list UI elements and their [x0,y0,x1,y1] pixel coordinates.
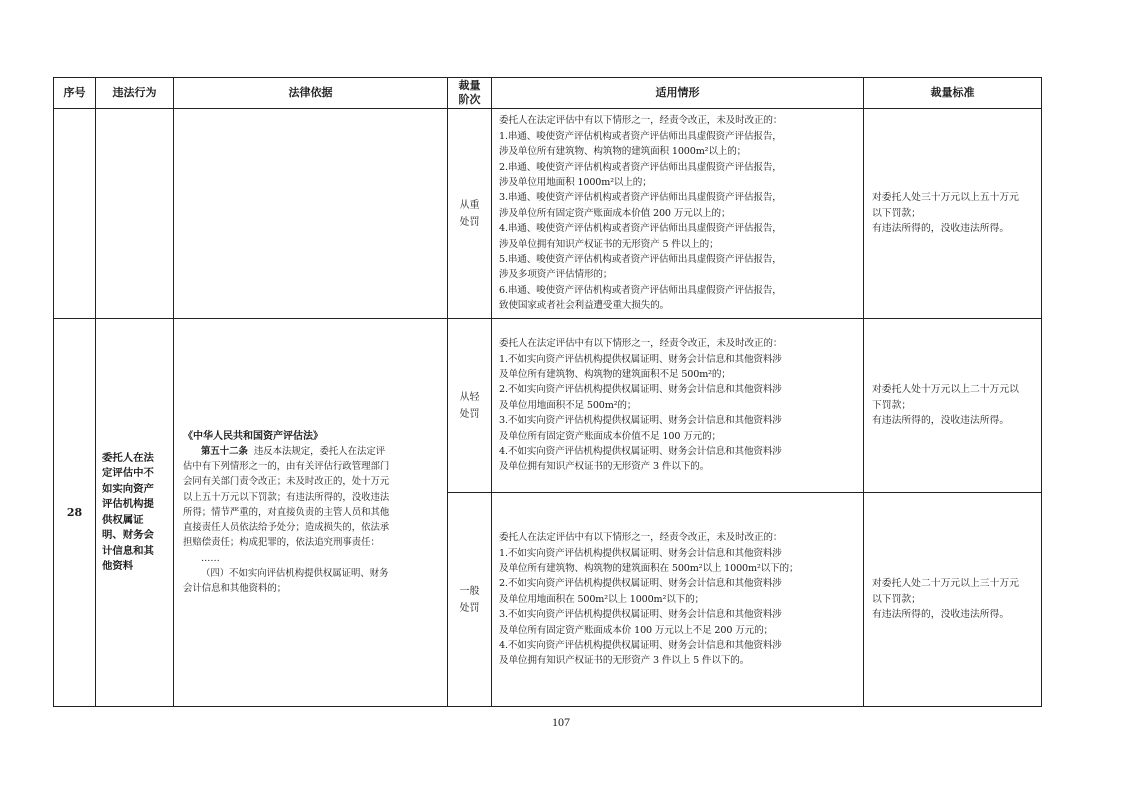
header-level-text: 裁量阶次 [458,79,481,106]
situation-line: 2.串通、唆使资产评估机构或者资产评估师出具虚假资产评估报告， [499,161,782,173]
standard-line: 下罚款； [872,399,912,411]
level-severe-line: 从重 [459,199,480,211]
level-light-line: 从轻 [459,391,480,403]
violation-line: 计信息和其 [102,544,154,557]
standard-line: 有违法所得的，没收违法所得。 [872,415,1010,427]
situation-line: 及单位拥有知识产权证书的无形资产 3 件以下的。 [499,461,710,473]
standard-line: 以下罚款； [872,207,921,219]
situation-line: 涉及单位所有固定资产账面成本价值 200 万元以上的； [499,207,731,219]
level-light [448,319,492,493]
level-light-line: 处罚 [459,408,480,420]
standard-line: 对委托人处二十万元以上三十万元 [872,578,1019,590]
cell-seq-empty [54,109,96,319]
situation-line: 涉及单位所有建筑物、构筑物的建筑面积 1000m²以上的； [499,146,747,158]
standard-light [864,319,1042,493]
standard-line: 有违法所得的，没收违法所得。 [872,609,1010,621]
table-header-row [54,78,1042,109]
law-title: 《中华人民共和国资产评估法》 [183,430,323,442]
level-general [448,493,492,707]
header-violation: 违法行为 [96,78,174,109]
table-row-severe [54,109,1042,319]
header-situation: 适用情形 [492,78,864,109]
level-severe-line: 处罚 [459,216,480,228]
violation-line: 明、财务会 [102,529,154,541]
law-item-line: （四）不如实向评估机构提供权属证明、财务 [201,567,389,579]
law-article-line [183,444,442,459]
standard-line: 对委托人处十万元以上二十万元以 [872,384,1019,396]
situation-line: 4.不如实向资产评估机构提供权属证明、财务会计信息和其他资料涉 [499,446,782,458]
table-row-light [54,319,1042,493]
situation-line: 及单位所有固定资产账面成本价 100 万元以上不足 200 万元的； [499,624,773,636]
violation-line: 评估机构提 [102,498,154,510]
law-body-line: 担赔偿责任；构成犯罪的，依法追究刑事责任： [183,537,380,549]
situation-line: 3.不如实向资产评估机构提供权属证明、财务会计信息和其他资料涉 [499,609,782,621]
situation-line: 6.串通、唆使资产评估机构或者资产评估师出具虚假资产评估报告， [499,284,782,296]
cell-violation-empty [96,109,174,319]
situation-line: 及单位用地面积在 500m²以上 1000m²以下的； [499,593,704,605]
situation-line: 1.不如实向资产评估机构提供权属证明、财务会计信息和其他资料涉 [499,353,782,365]
situation-line: 及单位所有建筑物、构筑物的建筑面积在 500m²以上 1000m²以下的； [499,562,799,574]
situation-line: 委托人在法定评估中有以下情形之一，经责令改正，未及时改正的： [499,115,783,127]
header-standard: 裁量标准 [864,78,1042,109]
situation-line: 2.不如实向资产评估机构提供权属证明、财务会计信息和其他资料涉 [499,384,782,396]
situation-line: 及单位所有固定资产账面成本价值不足 100 万元的； [499,430,721,442]
situation-line: 4.串通、唆使资产评估机构或者资产评估师出具虚假资产评估报告， [499,223,782,235]
header-level [448,78,492,109]
page-number: 107 [552,715,570,729]
law-body-line: 估中有下列情形之一的，由有关评估行政管理部门 [183,461,390,473]
situation-line: 1.不如实向资产评估机构提供权属证明、财务会计信息和其他资料涉 [499,547,782,559]
standard-severe [864,109,1042,319]
law-body-line: 所得；情节严重的，对直接负责的主管人员和其他 [183,506,390,518]
level-general-line: 一般 [459,585,480,597]
situation-line: 涉及单位拥有知识产权证书的无形资产 5 件以上的； [499,238,719,250]
violation-description [96,319,174,707]
law-body-line: 违反本法规定，委托人在法定评 [253,446,386,458]
situation-line: 5.串通、唆使资产评估机构或者资产评估师出具虚假资产评估报告， [499,254,782,266]
violation-line: 供权属证 [102,513,144,526]
level-severe [448,109,492,319]
header-seq: 序号 [54,78,96,109]
situation-line: 委托人在法定评估中有以下情形之一，经责令改正，未及时改正的： [499,532,783,544]
law-body-line: 以上五十万元以下罚款；有违法所得的，没收违法 [183,491,390,503]
situation-line: 4.不如实向资产评估机构提供权属证明、财务会计信息和其他资料涉 [499,640,782,652]
situation-light [492,319,864,493]
cell-law-empty [174,109,448,319]
situation-line: 1.串通、唆使资产评估机构或者资产评估师出具虚假资产评估报告， [499,130,782,142]
law-item-line: 会计信息和其他资料的； [183,582,287,594]
situation-line: 3.不如实向资产评估机构提供权属证明、财务会计信息和其他资料涉 [499,415,782,427]
law-article-number: 第五十二条 [201,446,248,458]
row-number: 28 [54,319,96,707]
level-general-line: 处罚 [459,602,480,614]
situation-general [492,493,864,707]
situation-line: 及单位所有建筑物、构筑物的建筑面积不足 500m²的； [499,368,731,380]
situation-line: 委托人在法定评估中有以下情形之一，经责令改正，未及时改正的： [499,338,783,350]
situation-severe [492,109,864,319]
violation-line: 如实向资产 [102,482,154,495]
situation-line: 及单位用地面积不足 500m²的； [499,399,637,411]
situation-line: 2.不如实向资产评估机构提供权属证明、财务会计信息和其他资料涉 [499,578,782,590]
violation-line: 定评估中不 [102,467,154,479]
situation-line: 3.串通、唆使资产评估机构或者资产评估师出具虚假资产评估报告， [499,192,782,204]
penalty-discretion-table [53,77,1042,707]
standard-general [864,493,1042,707]
situation-line: 及单位拥有知识产权证书的无形资产 3 件以上 5 件以下的。 [499,655,750,667]
law-ellipsis: …… [201,552,220,564]
standard-line: 有违法所得的，没收违法所得。 [872,223,1010,235]
standard-line: 以下罚款； [872,593,921,605]
violation-line: 他资料 [102,560,134,572]
situation-line: 致使国家或者社会利益遭受重大损失的。 [499,300,669,312]
situation-line: 涉及单位用地面积 1000m²以上的； [499,176,652,188]
law-body-line: 直接责任人员依法给予处分；造成损失的，依法承 [183,522,390,534]
standard-line: 对委托人处三十万元以上五十万元 [872,192,1019,204]
situation-line: 涉及多项资产评估情形的； [499,269,613,281]
law-body-line: 会同有关部门责令改正；未及时改正的，处十万元 [183,476,390,488]
legal-basis [174,319,448,707]
header-legal-basis: 法律依据 [174,78,448,109]
violation-line: 委托人在法 [102,451,154,464]
